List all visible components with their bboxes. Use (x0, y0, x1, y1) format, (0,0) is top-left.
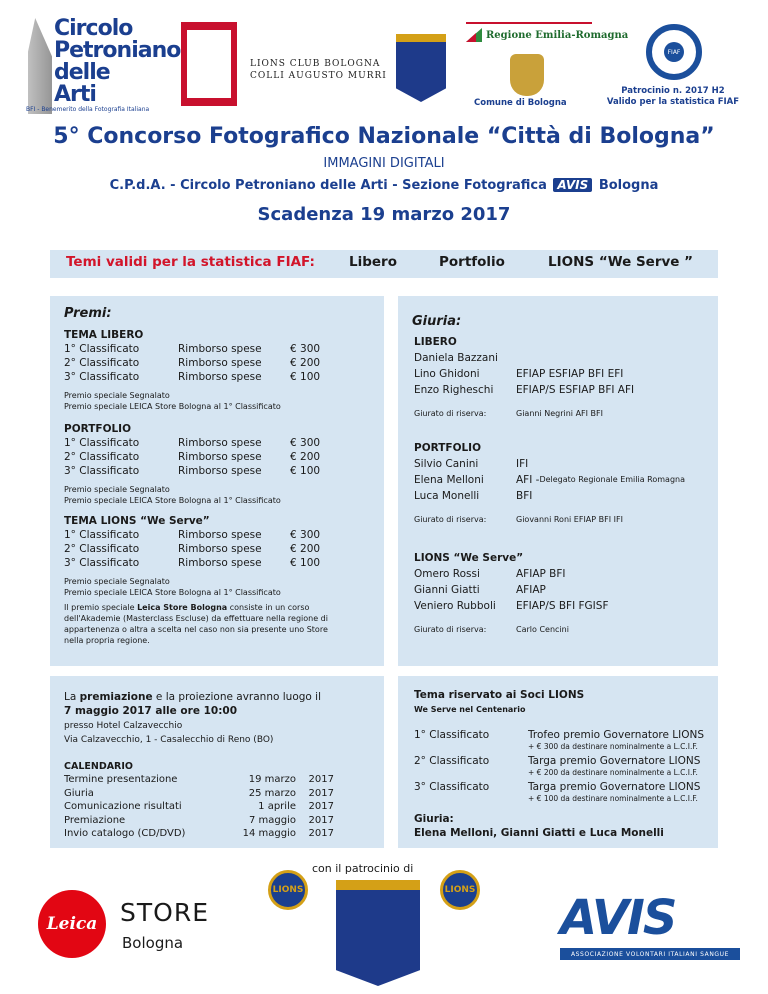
regione-flag-icon (466, 28, 482, 42)
prize-amount: € 200 (290, 357, 321, 369)
special-note: Premio speciale Segnalato (64, 485, 170, 494)
premi-section-lions (64, 514, 374, 598)
juror-honors: EFIAP/S ESFIAP BFI AFI (516, 384, 635, 396)
special-note: Premio speciale Segnalato (64, 577, 170, 586)
organizer-line (0, 178, 768, 193)
lions-tema-panel (398, 676, 718, 848)
jury-reserve (414, 624, 714, 635)
reserve-name: Giovanni Roni EFIAP BFI IFI (516, 515, 623, 524)
prize-type: Rimborso spese (178, 451, 262, 463)
circolo-petroniano-logo (26, 16, 181, 116)
lions-giuria-label: Giuria: (414, 813, 454, 825)
comune-name: Comune di Bologna (474, 98, 567, 108)
special-note: Premio speciale LEICA Store Bologna al 1° Classificato (64, 402, 281, 411)
premi-section-libero (64, 328, 374, 412)
lions-prize-note: + € 300 da destinare nominalmente a L.C.I.F. (528, 742, 698, 751)
jury-row (414, 582, 714, 598)
lions-pennant-footer (336, 880, 420, 986)
leica-note-bold: Leica Store Bologna (137, 603, 228, 612)
premi-panel (50, 296, 384, 666)
jury-title: LIBERO (414, 336, 457, 348)
lions-giuria-names: Elena Melloni, Gianni Giatti e Luca Monelli (414, 827, 664, 839)
juror-honors: AFI - (516, 474, 540, 486)
logo-word: delle (54, 60, 110, 85)
theme-portfolio: Portfolio (439, 254, 505, 270)
calendar-row: Invio catalogo (CD/DVD) 14 maggio 2017 (64, 828, 334, 839)
lions-pennant (396, 34, 446, 102)
prize-row (64, 436, 374, 450)
prize-amount: € 200 (290, 543, 321, 555)
organizer-name: C.P.d.A. - Circolo Petroniano delle Arti - Sezione Fotografica (109, 178, 547, 193)
prize-type: Rimborso spese (178, 371, 262, 383)
avis-logo: AVIS (560, 890, 676, 946)
juror-honors: EFIAP/S BFI FGISF (516, 600, 609, 612)
giuria-panel (398, 296, 718, 666)
lions-prize-note: + € 100 da destinare nominalmente a L.C.I.F. (528, 794, 698, 803)
lions-club-line: LIONS CLUB BOLOGNA (250, 59, 381, 69)
page-subtitle: IMMAGINI DIGITALI (323, 156, 445, 171)
juror-name: Gianni Giatti (414, 584, 480, 596)
prize-amount: € 300 (290, 437, 321, 449)
juror-name: Daniela Bazzani (414, 352, 498, 364)
special-note: Premio speciale LEICA Store Bologna al 1° Classificato (64, 588, 281, 597)
prize-place: 2° Classificato (64, 451, 140, 463)
prize-place: 3° Classificato (64, 557, 140, 569)
circolo-tagline: BFI - Benemerito della Fotografia Italiana (26, 106, 150, 113)
lions-prize-row: 3° Classificato Targa premio Governatore LIONS (414, 781, 701, 793)
logo-word: Petroniano (54, 38, 181, 63)
juror-name: Elena Melloni (414, 474, 484, 486)
jury-row (414, 598, 714, 614)
calendar-title: CALENDARIO (64, 761, 133, 772)
theme-libero: Libero (349, 254, 397, 270)
prize-row (64, 370, 374, 384)
prize-place: 3° Classificato (64, 371, 140, 383)
lions-tema-title: Tema riservato ai Soci LIONS (414, 689, 585, 701)
lions-club-name (250, 58, 387, 82)
comune-bologna-crest-icon (510, 54, 544, 96)
prize-type: Rimborso spese (178, 557, 262, 569)
prize-place: 2° Classificato (64, 357, 140, 369)
prize-type: Rimborso spese (178, 343, 262, 355)
juror-name: Veniero Rubboli (414, 600, 496, 612)
prize-row (64, 450, 374, 464)
avis-full-name: ASSOCIAZIONE VOLONTARI ITALIANI SANGUE (560, 948, 740, 960)
premi-heading: Premi: (64, 306, 112, 321)
juror-name: Enzo Righeschi (414, 384, 494, 396)
calendar-row: Giuria 25 marzo 2017 (64, 787, 334, 799)
lions-emblem-icon: LIONS (440, 870, 480, 910)
special-note: Premio speciale LEICA Store Bologna al 1° Classificato (64, 496, 281, 505)
prize-type: Rimborso spese (178, 465, 262, 477)
juror-honors: AFIAP (516, 584, 546, 596)
jury-row (414, 350, 714, 366)
prize-type: Rimborso spese (178, 437, 262, 449)
prize-row (64, 342, 374, 356)
prize-type: Rimborso spese (178, 357, 262, 369)
patrocinio-line: Valido per la statistica FIAF (606, 97, 740, 107)
avis-inline-logo: AVIS (553, 178, 592, 192)
premiazione-line: La premiazione e la proiezione avranno luogo il (64, 691, 322, 703)
section-title: PORTFOLIO (64, 423, 132, 435)
jury-title: LIONS “We Serve” (414, 552, 524, 564)
giuria-heading: Giuria: (412, 314, 462, 329)
jury-row (414, 382, 714, 398)
fiaf-logo (646, 24, 702, 80)
lions-prize-note: + € 200 da destinare nominalmente a L.C.I.F. (528, 768, 698, 777)
juror-name: Silvio Canini (414, 458, 479, 470)
lions-prizes (414, 728, 714, 804)
premi-section-portfolio (64, 422, 374, 506)
juror-name: Luca Monelli (414, 490, 480, 502)
prize-type: Rimborso spese (178, 529, 262, 541)
juror-name: Lino Ghidoni (414, 368, 480, 380)
theme-lions: LIONS “We Serve ” (548, 254, 694, 270)
leica-note (64, 602, 344, 646)
prize-amount: € 300 (290, 343, 321, 355)
reserve-name: Gianni Negrini AFI BFI (516, 409, 603, 418)
prize-place: 2° Classificato (64, 543, 140, 555)
themes-label: Temi validi per la statistica FIAF: (66, 254, 315, 270)
prize-type: Rimborso spese (178, 543, 262, 555)
special-note: Premio speciale Segnalato (64, 391, 170, 400)
regione-name: Regione Emilia-Romagna (486, 30, 629, 41)
prize-amount: € 200 (290, 451, 321, 463)
calendar-row: Premiazione 7 maggio 2017 (64, 814, 334, 826)
leica-store-city: Bologna (122, 934, 184, 952)
leica-store-label: STORE (120, 898, 209, 927)
prize-row (64, 356, 374, 370)
jury-reserve (414, 408, 714, 419)
patrocinio-fiaf (596, 86, 750, 108)
logo-word: Arti (54, 82, 96, 107)
tower-graphic (28, 18, 52, 114)
patrocinio-line: Patrocinio n. 2017 H2 (621, 86, 725, 96)
premiazione-panel (50, 676, 384, 848)
deadline: Scadenza 19 marzo 2017 (257, 204, 511, 225)
juror-role: Delegato Regionale Emilia Romagna (539, 475, 686, 484)
juror-honors: BFI (516, 490, 533, 502)
venue-address: Via Calzavecchio, 1 - Casalecchio di Reno (BO) (64, 735, 274, 745)
leica-logo: Leica (38, 890, 106, 958)
lions-club-banner (181, 22, 237, 106)
juror-honors: AFIAP BFI (516, 568, 566, 580)
reserve-label: Giurato di riserva: (414, 625, 487, 634)
reserve-label: Giurato di riserva: (414, 515, 487, 524)
jury-row (414, 472, 714, 488)
prize-amount: € 100 (290, 371, 321, 383)
jury-row (414, 488, 714, 504)
giuria-libero (414, 334, 714, 419)
leica-note-text: consiste in un corso dell'Akademie (Masterclass Escluse) da effettuare nella regione di appartenenza o altra a scelta nel caso non sia presente uno Store nella propria regione. (64, 603, 328, 645)
regione-emilia-romagna-logo (466, 22, 629, 46)
prize-row (64, 528, 374, 542)
prize-row (64, 542, 374, 556)
jury-row (414, 566, 714, 582)
prize-row (64, 556, 374, 570)
juror-honors: IFI (516, 458, 529, 470)
lions-prize-row: 2° Classificato Targa premio Governatore LIONS (414, 755, 701, 767)
lions-club-line: COLLI AUGUSTO MURRI (250, 71, 387, 81)
prize-place: 1° Classificato (64, 343, 140, 355)
prize-amount: € 100 (290, 465, 321, 477)
lions-prize-row: 1° Classificato Trofeo premio Governatore LIONS (414, 729, 705, 741)
prize-row (64, 464, 374, 478)
lions-tema-subtitle: We Serve nel Centenario (414, 705, 526, 714)
section-title: TEMA LIBERO (64, 329, 144, 341)
reserve-name: Carlo Cencini (516, 625, 569, 634)
section-title: TEMA LIONS “We Serve” (64, 515, 210, 527)
premiazione-info (64, 690, 374, 746)
leica-note-text: Il premio speciale (64, 603, 138, 612)
lions-emblem-icon: LIONS (268, 870, 308, 910)
prize-amount: € 300 (290, 529, 321, 541)
calendar-row: Comunicazione risultati 1 aprile 2017 (64, 801, 334, 812)
prize-place: 1° Classificato (64, 437, 140, 449)
jury-row (414, 366, 714, 382)
page-title: 5° Concorso Fotografico Nazionale “Città di Bologna” (53, 124, 715, 149)
organizer-city: Bologna (598, 178, 659, 193)
prize-place: 3° Classificato (64, 465, 140, 477)
calendar (64, 760, 374, 841)
giuria-lions (414, 550, 714, 635)
juror-honors: EFIAP ESFIAP BFI EFI (516, 368, 624, 380)
premiazione-date: 7 maggio 2017 alle ore 10:00 (64, 705, 238, 717)
calendar-row: Termine presentazione 19 marzo 2017 (64, 774, 334, 785)
prize-amount: € 100 (290, 557, 321, 569)
juror-name: Omero Rossi (414, 568, 480, 580)
logo-word: Circolo (54, 16, 133, 41)
fiaf-label: FIAF (664, 42, 684, 62)
reserve-label: Giurato di riserva: (414, 409, 487, 418)
jury-title: PORTFOLIO (414, 442, 482, 454)
venue: presso Hotel Calzavecchio (64, 721, 183, 731)
patrocinio-footer: con il patrocinio di (312, 862, 414, 875)
prize-place: 1° Classificato (64, 529, 140, 541)
giuria-portfolio (414, 440, 714, 525)
jury-row (414, 456, 714, 472)
jury-reserve (414, 514, 714, 525)
